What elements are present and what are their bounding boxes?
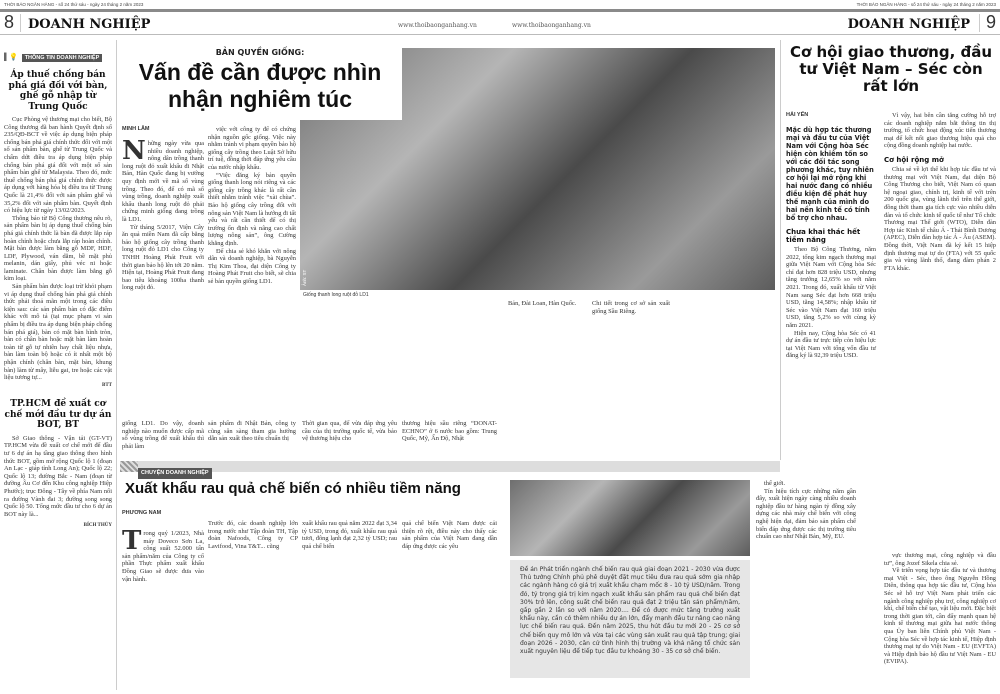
bottom-col3: xuất khẩu rau quả năm 2022 đạt 3,34 tỷ USD, trong đó, xuất khẩu rau quả tươi, đông lạnh đạt 2,32 tỷ USD; rau quả chế biến (302, 520, 397, 550)
highlight-box: Đề án Phát triển ngành chế biến rau quả giai đoạn 2021 - 2030 vừa được Thủ tướng Chính phủ phê duyệt đặt mục tiêu đưa rau quả sớm gia nhập các ngành hàng có giá trị xuất khẩu chạm mốc 8 - 10 tỷ USD/năm. Trong đó, tỷ trọng giá trị kim ngạch xuất khẩu sản phẩm rau quả chế biến đạt 30% trở lên, công suất chế biến rau quả đạt 2 triệu tấn sản phẩm/năm, gấp gần 2 lần so với năm 2020.... Để có được mức tăng trưởng xuất khẩu này, cần có thêm nhiều dự án lớn, đẩy mạnh đầu tư nâng cao năng lực chế biến rau quả. Đến năm 2025, thu hút đầu tư mới 20 - 25 cơ sở chế biến quy mô lớn và vừa tại các vùng sản xuất rau quả tập trung; giai đoạn 2026 - 2030, căn cứ tình hình thị trường và khả năng tổ chức sản xuất nguyên liệu để tiếp tục đầu tư khoảng 30 - 35 cơ sở chế biến. (510, 560, 750, 678)
page-number-left: 8 (4, 12, 15, 32)
masthead-right: THỜI BÁO NGÂN HÀNG - số 24 thứ sáu - ngày 24 tháng 2 năm 2023 (856, 2, 996, 7)
site-url-left: www.thoibaonganhang.vn (398, 22, 477, 29)
bottom-col2: Trước đó, các doanh nghiệp lớn trong nước như Tập đoàn TH, Tập đoàn Nafoods, Công ty CP Lavifood, Vina T&T... cũng (208, 520, 298, 550)
feature-title: Vấn đề cần được nhìn nhận nghiêm túc (138, 59, 382, 112)
sidebar-article1-sign: BTT (101, 382, 112, 388)
sidebar-article1-title: Áp thuế chống bán phá giá đối với bàn, ghế gỗ nhập từ Trung Quốc (8, 70, 108, 112)
stripe-icon (120, 461, 138, 472)
bottom-title: Xuất khẩu rau quả chế biến có nhiều tiềm năng (125, 480, 461, 497)
right-col2: Vì vậy, hai bên cần tăng cường hỗ trợ các doanh nghiệp nắm bắt thông tin thị trường, tổ chức hoạt động xúc tiến thương mại để kết nối giao thương hiệu quả cho cộng đồng doanh nghiệp hai nước. Cơ hội rộng mở Chia sẻ về lợi thế khi hợp tác đầu tư và thương mại với Việt Nam, đại diện Bộ Công Thương cho biết, Việt Nam có quan hệ ngoại giao, chính trị, kinh tế với trên 200 quốc gia, vùng lãnh thổ trên thế giới, đồng thời tham gia tích cực vào nhiều diễn đàn và tổ chức kinh tế quốc tế như Tổ chức Thương mại Thế giới (WTO), Diễn đàn Hợp tác Kinh tế châu Á - Thái Bình Dương (APEC), Diễn đàn hợp tác Á - Âu (ASEM). Đồng thời, Việt Nam đã ký kết 15 hiệp định thương mại tự do (FTA) với 55 quốc gia và vùng lãnh thổ, đang đàm phán 2 FTA khác. (884, 112, 997, 272)
header-rule (0, 34, 1000, 35)
section-band (120, 461, 780, 476)
right-subheading-2: Cơ hội rộng mở (884, 155, 944, 164)
feature-col3: giống LD1. Do vậy, doanh nghiệp nào muốn được cấp mã số vùng trồng để xuất khẩu thì phải làm (122, 420, 204, 450)
photo-credit: Ảnh: ST (302, 269, 307, 286)
divider (979, 14, 980, 32)
divider (20, 14, 21, 32)
feature-col4: sản phẩm đi Nhật Bản, công ty cũng sẵn sàng tham gia hướng dẫn sản xuất theo tiêu chuẩn thị (208, 420, 296, 443)
photo-caption: Giống thanh long ruột đỏ LD1 (303, 292, 369, 298)
right-col1: Mặc dù hợp tác thương mại và đầu tư của Việt Nam với Cộng hòa Séc hiện còn khiêm tốn so với các đối tác song phương khác, tuy nhiên cơ hội lại mở rộng khi hai nước đang có nhiều điều kiện để phát huy thế mạnh của mình do hai nền kinh tế có tính bổ trợ cho nhau. Chưa khai thác hết tiềm năng Theo Bộ Công Thương, năm 2022, tổng kim ngạch thương mại giữa Việt Nam với Cộng hòa Séc chỉ đạt hơn 828 triệu USD, nhưng tăng trưởng 12,65% so với năm 2021. Trong đó, xuất khẩu từ Việt Nam sang Séc đạt hơn 668 triệu USD, tăng 14,58%; nhập khẩu từ Séc vào Việt Nam đạt 160 triệu USD, tăng 5,2% so với cùng kỳ năm 2021. Hiện nay, Cộng hòa Séc có 41 dự án đầu tư trực tiếp còn hiệu lực tại Việt Nam với tổng vốn đầu tư đăng ký là 92,39 triệu USD. (786, 126, 876, 360)
feature-col1: Những ngày vừa qua nhiều doanh nghiệp, nông dân trồng thanh long ruột đỏ xuất khẩu đi Nhật Bản, Hàn Quốc đang bị vướng quy định mới về mã số vùng trồng. Theo đó, để có mã số vùng trồng, doanh nghiệp xuất khẩu thanh long ruột đỏ phải chứng minh giống đang trồng là LD1. Từ tháng 5/2017, Viện Cây ăn quả miền Nam đã cấp bằng bảo hộ giống cây trồng thanh long ruột đỏ LD1 cho Công ty TNHH Hoàng Phát Fruit với thời gian bảo hộ lên tới 20 năm. Hiện tại, Hoàng Phát Fruit đang bao tiêu khoảng 100ha thanh long ruột đỏ. (122, 136, 204, 292)
feature-col6: thương hiệu sầu riêng “DONAT-ECHNO” ở 6 nước bao gồm: Trung Quốc, Mỹ, Ấn Độ, Nhật (402, 420, 497, 443)
band-label: CHUYỆN DOANH NGHIỆP (138, 468, 212, 479)
section-title-right: DOANH NGHIỆP (847, 17, 970, 32)
right-subheading-1: Chưa khai thác hết tiềm năng (786, 228, 861, 244)
page-number-right: 9 (985, 12, 996, 32)
bottom-col4: quả chế biến Việt Nam được cải thiện rõ rệt, điều này cho thấy các sản phẩm của Việt Nam đang dần đáp ứng được các yêu (402, 520, 497, 550)
feature-kicker: BẢN QUYỀN GIỐNG: (215, 48, 305, 57)
bottom-col5: thế giới. Tín hiệu tích cực những năm gần đây, xuất hiện ngày càng nhiều doanh nghiệp đầu tư hàng ngàn tỷ đồng xây dựng các nhà máy chế biến với công nghệ hiện đại, đảm bảo sản phẩm chế biến đáp ứng được các thị trường tiêu chuẩn cao như Nhật Bản, Mỹ, EU. (756, 480, 856, 541)
sidebar-tag (4, 46, 112, 64)
right-col-end: vực thương mại, công nghiệp và đầu tư”, ông Jozef Sikela chia sẻ. Về triển vọng hợp tác đầu tư và thương mại Việt - Séc, theo ông Nguyễn Hồng Diên, thông qua hợp tác đầu tư, Cộng hòa Séc sẽ hỗ trợ Việt Nam phát triển các ngành công nghiệp phụ trợ, công nghiệp cơ khí, chế biến chế tạo, vật liệu mới. Đặc biệt trong thời gian tới, cần đẩy mạnh quan hệ kinh tế thương mại giữa hai nước thông qua Ủy ban liên Chính phủ Việt Nam - Cộng hòa Séc về hợp tác kinh tế, Hiệp định thương mại tự do Việt Nam - EU (EVFTA) và Hiệp định bảo hộ đầu tư Việt Nam - EU (EVIPA). (884, 552, 996, 666)
right-sapo: Mặc dù hợp tác thương mại và đầu tư của Việt Nam với Cộng hòa Séc hiện còn khiêm tốn so với các đối tác song phương khác, tuy nhiên cơ hội lại mở rộng khi hai nước đang có nhiều điều kiện để phát huy thế mạnh của mình do hai nền kinh tế có tính bổ trợ cho nhau. (786, 126, 874, 222)
masthead-left: THỜI BÁO NGÂN HÀNG - số 24 thứ sáu - ngày 24 tháng 2 năm 2023 (4, 2, 144, 7)
sidebar (4, 46, 112, 530)
section-title-left: DOANH NGHIỆP (28, 17, 151, 32)
feature-col8: Chi tiết trong cơ sở sản xuất giống Sầu Riêng. (592, 300, 670, 315)
bottom-col1: Trong quý 1/2023, Nhà máy Dovecо Sơn La, công suất 52.000 tấn sản phẩm/năm của Công ty cổ phần Thực phẩm xuất khẩu Đồng Giao sẽ được đưa vào vận hành. (122, 526, 204, 583)
lightbulb-icon: ▌💡 (4, 53, 18, 61)
site-url-right: www.thoibaonganhang.vn (512, 22, 591, 29)
right-title: Cơ hội giao thương, đầu tư Việt Nam – Séc còn rất lớn (789, 43, 993, 95)
header-bar (0, 9, 1000, 12)
divider (116, 40, 117, 690)
sidebar-tag-label: THÔNG TIN DOANH NGHIỆP (22, 54, 103, 62)
bottom-byline: PHƯƠNG NAM (122, 510, 162, 516)
feature-col7: Bản, Đài Loan, Hàn Quốc. (508, 300, 577, 307)
sidebar-article2-body: Sở Giao thông - Vận tải (GT-VT) TP.HCM vừa đề xuất cơ chế mới để đầu tư 6 dự án hạ tầng giao thông theo hình thức BOT, gồm mở rộng Quốc lộ 1 (đoạn An Lạc - giáp tỉnh Long An); Quốc lộ 22; Quốc lộ 13; đường Bắc - Nam (đoạn từ đường Âu Cơ đến Khu công nghiệp Hiệp Phước); trục Đông - Tây về phía Nam nối ra đường Vành đai 3; đường song song Quốc lộ 50. Tổng mức đầu tư cho 6 dự án BOT này là... BÍCH THỦY (4, 434, 112, 529)
sidebar-article1-body: Cục Phòng vệ thương mại cho biết, Bộ Công thương đã ban hành Quyết định số 235/QĐ-BCT về việc áp dụng biện pháp chống bán phá giá chính thức đối với một số sản phẩm bàn, ghế từ Trung Quốc và chấm dứt điều tra áp dụng biện pháp chống bán phá giá đối với một số sản phẩm bàn ghế từ Malaysia. Theo đó, mức thuế chống bán phá giá chính thức được áp dụng với hàng hóa bị điều tra từ Trung Quốc là 21,4% đối với sản phẩm ghế và 35,2% đối với sản phẩm bàn. Quyết định có hiệu lực từ ngày 13/02/2023. Thông báo từ Bộ Công thương nêu rõ, sản phẩm bàn bị áp dụng thuế chống bán phá giá chính thức là bàn đã được lắp ráp hoàn chỉnh hoặc chưa lắp ráp hoàn chỉnh. Mặt bàn được làm bằng gỗ MDF, HDF, LDF, Plywood, ván dăm, bề mặt phủ melanin, dán giấy, phủ véc ni hoặc laminate. Chân bàn được làm bằng gỗ kim loại. Sản phẩm bàn được loại trừ khỏi phạm vi áp dụng thuế chống bán phá giá chính thức phải thoả mãn một trong các điều kiện sau: các sản phẩm bàn có đặc điểm khác với mô tả (tại mục phạm vi sản phẩm bị điều tra áp dụng biện pháp chống bán phá giá), bàn có mặt bàn hình tròn, bàn có chân bàn hoặc mặt bàn làm hoàn toàn từ gỗ tự nhiên hay chất liệu nhựa, bàn làm toàn bộ hoặc có ít nhất một bộ phận chính (chân bàn, mặt bàn, khung bàn) làm từ mây, liễu gai, tre hoặc các vật liệu tương tự... BTT (4, 116, 112, 388)
sidebar-article2-title: TP.HCM đề xuất cơ chế mới đầu tư dự án BOT, BT (4, 399, 112, 431)
feature-byline: MINH LÂM (122, 126, 150, 132)
feature-col2: việc với công ty để có chứng nhận nguồn gốc giống. Việc này nhằm tránh vi phạm quyền bảo hộ giống cây trồng theo Luật Sở hữu trí tuệ, đồng thời đáp ứng yêu cầu của nước nhập khẩu. “Việc đăng ký bản quyền giống thanh long nói riêng và các giống cây trồng khác là rất cần thiết nhằm tránh việc “xài chùa”. Bảo hộ giống cây trồng đối với nông sản Việt Nam là hướng đi tất yếu và rất cần thiết để có thị trường ổn định và nâng cao chất lượng nông sản”, ông Cường khẳng định. Để chia sẻ khó khăn với nông dân và doanh nghiệp, bà Nguyễn Thị Kim Thoa, đại diện Công ty Hoàng Phát Fruit cho biết, sẽ chia sẻ bản quyền giống LD1. (208, 126, 296, 285)
feature-col5: Thời gian qua, để vừa đáp ứng yêu cầu của thị trường quốc tế, vừa bảo vệ thương hiệu cho (302, 420, 397, 443)
divider (780, 40, 781, 460)
right-byline: HẢI YẾN (786, 112, 809, 118)
sidebar-article2-sign: BÍCH THỦY (83, 523, 112, 529)
factory-photo (510, 480, 750, 556)
